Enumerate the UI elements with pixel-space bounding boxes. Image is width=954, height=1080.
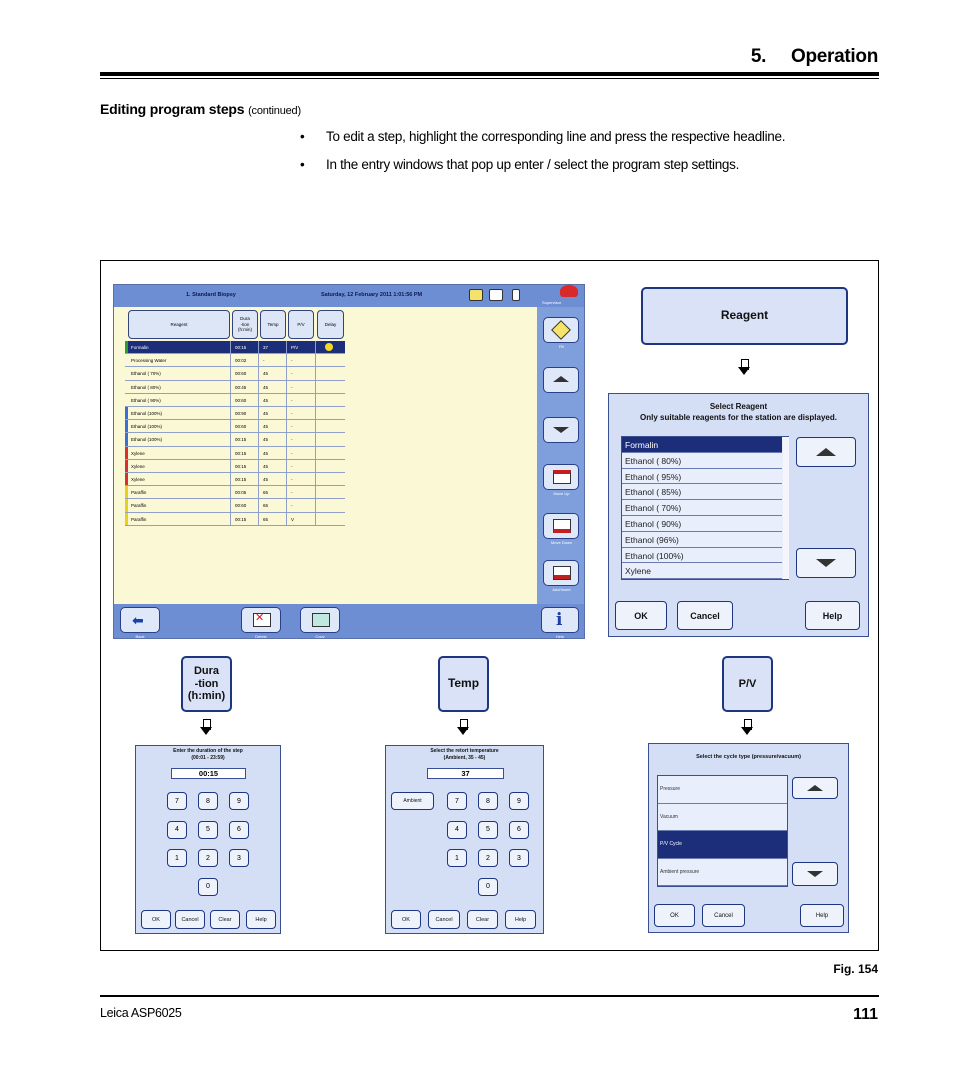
fill-button[interactable] xyxy=(543,317,579,343)
list-scroll-up-button[interactable] xyxy=(796,437,856,467)
help-button[interactable]: Help xyxy=(800,904,844,927)
memory-icon xyxy=(469,289,483,301)
arrow-up-icon xyxy=(816,448,836,456)
help-button[interactable]: Help xyxy=(805,601,860,630)
column-header-delay[interactable]: Delay xyxy=(317,310,344,339)
cell-temp: 45 xyxy=(263,424,269,430)
leica-logo-icon xyxy=(560,285,578,297)
program-editor-screen xyxy=(113,284,585,639)
table-row[interactable] xyxy=(125,407,345,420)
temperature-value-field[interactable]: 37 xyxy=(427,768,504,779)
copy-icon xyxy=(312,613,330,627)
cell-duration: 00:45 xyxy=(235,384,247,390)
delete-button[interactable]: ✕ xyxy=(241,607,281,633)
list-item[interactable]: Ethanol ( 70%) xyxy=(622,500,782,516)
screen-top-bar xyxy=(114,285,585,307)
list-item[interactable]: Ethanol ( 90%) xyxy=(622,516,782,532)
back-arrow-icon: ⬅ xyxy=(132,613,144,629)
cell-pv: - xyxy=(291,411,293,416)
down-arrow-icon xyxy=(456,719,470,737)
cell-reagent: Xylene xyxy=(131,463,145,469)
cell-temp: 45 xyxy=(263,411,269,416)
duration-dialog-title: Enter the duration of the step (00:01 - 23:59) xyxy=(173,748,243,761)
cell-duration: 00:15 xyxy=(235,516,247,522)
reagent-group-marker xyxy=(125,341,128,353)
cycle-type-dialog xyxy=(648,743,849,933)
cell-reagent: Paraffin xyxy=(131,516,147,522)
figure-caption: Fig. 154 xyxy=(833,962,878,976)
table-row[interactable] xyxy=(125,394,345,407)
keypad-key[interactable]: 5 xyxy=(478,821,498,839)
list-item[interactable]: Pressure xyxy=(658,776,787,804)
cell-reagent: Paraffin xyxy=(131,503,147,509)
arrow-up-icon xyxy=(553,376,569,382)
cell-duration: 00:15 xyxy=(235,477,247,482)
cell-reagent: Xylene xyxy=(131,450,145,456)
cycle-type-title: Select the cycle type (pressure/vacuum) xyxy=(696,754,801,760)
bullet-text: In the entry windows that pop up enter / select the program step settings. xyxy=(326,157,740,172)
cell-reagent: Ethanol ( 80%) xyxy=(131,384,161,390)
list-item[interactable]: Vacuum xyxy=(658,804,787,832)
help-button[interactable]: Help xyxy=(505,910,536,929)
reagent-group-marker xyxy=(125,354,128,366)
duration-value-field[interactable]: 00:15 xyxy=(171,768,246,779)
temperature-dialog xyxy=(385,745,544,934)
reagent-group-marker xyxy=(125,486,128,498)
cancel-button[interactable]: Cancel xyxy=(677,601,733,630)
page-number: 111 xyxy=(853,1006,878,1023)
cell-reagent: Ethanol (100%) xyxy=(131,437,163,443)
list-item[interactable]: Ethanol ( 85%) xyxy=(622,484,782,500)
table-row[interactable] xyxy=(125,367,345,380)
ok-button[interactable]: OK xyxy=(615,601,667,630)
subheading xyxy=(100,101,301,117)
keypad-key[interactable]: 7 xyxy=(167,792,187,810)
cell-reagent: Processing Water xyxy=(131,358,167,364)
temperature-dialog-title: Select the retort temperature (Ambient, 35 - 45) xyxy=(430,748,499,761)
cell-reagent: Ethanol (100%) xyxy=(131,411,163,416)
help-button[interactable] xyxy=(541,607,579,633)
subheading-note: (continued) xyxy=(248,105,301,117)
keypad-key[interactable]: 7 xyxy=(447,792,467,810)
list-item[interactable]: Ethanol (100%) xyxy=(622,548,782,564)
cancel-button[interactable]: Cancel xyxy=(702,904,745,927)
screen-sidebar xyxy=(537,307,585,621)
cell-duration: 00:15 xyxy=(235,345,247,350)
cell-pv: - xyxy=(291,384,293,390)
cell-reagent: Xylene xyxy=(131,477,145,482)
cell-reagent: Ethanol ( 90%) xyxy=(131,397,161,403)
cell-pv: - xyxy=(291,437,293,443)
list-scroll-up-button[interactable] xyxy=(792,777,838,799)
arrow-down-icon xyxy=(816,559,836,567)
header-rule-thin xyxy=(100,78,879,79)
duration-header-button[interactable]: Dura -tion (h:min) xyxy=(181,656,232,712)
list-item[interactable]: Ambient pressure xyxy=(658,859,787,887)
cell-temp: 65 xyxy=(263,516,269,522)
cell-pv: - xyxy=(291,490,293,496)
move-down-button[interactable] xyxy=(543,513,579,539)
cell-duration: 00:15 xyxy=(235,463,247,469)
program-title: 1. Standard Biopsy xyxy=(186,292,236,298)
cell-pv: - xyxy=(291,424,293,430)
clear-button[interactable]: Clear xyxy=(210,910,240,929)
cell-duration: 00:60 xyxy=(235,503,247,509)
reagent-group-marker xyxy=(125,513,128,525)
reagent-group-marker xyxy=(125,499,128,511)
reagent-group-marker xyxy=(125,447,128,459)
clear-button[interactable]: Clear xyxy=(467,910,498,929)
ok-button[interactable]: OK xyxy=(141,910,171,929)
cell-pv: - xyxy=(291,397,293,403)
cell-pv: - xyxy=(291,358,293,364)
cell-reagent: Paraffin xyxy=(131,490,147,496)
cell-duration: 00:15 xyxy=(235,450,247,456)
cell-pv: P/V xyxy=(291,345,299,350)
column-header-duration[interactable]: Dura -tion (h:min) xyxy=(232,310,258,339)
reagent-group-marker xyxy=(125,381,128,393)
table-row[interactable] xyxy=(125,447,345,460)
reagent-group-marker xyxy=(125,420,128,432)
move-up-icon xyxy=(553,470,571,484)
list-item[interactable]: Ethanol (96%) xyxy=(622,532,782,548)
table-row[interactable] xyxy=(125,341,345,354)
cell-duration: 00:60 xyxy=(235,371,247,377)
move-down-caption: Move Down xyxy=(550,540,573,545)
keypad-key[interactable]: 0 xyxy=(478,878,498,896)
footer-product: Leica ASP6025 xyxy=(100,1006,182,1020)
reagent-header-button[interactable]: Reagent xyxy=(641,287,848,345)
keypad-key[interactable]: 1 xyxy=(447,849,467,867)
table-row[interactable] xyxy=(125,499,345,512)
table-row[interactable] xyxy=(125,513,345,526)
cell-temp: - xyxy=(263,358,265,364)
keypad-key[interactable]: 4 xyxy=(447,821,467,839)
keypad-key[interactable]: 9 xyxy=(229,792,249,810)
keypad-key[interactable]: 4 xyxy=(167,821,187,839)
delete-caption: Delete xyxy=(255,634,267,639)
reagent-list xyxy=(621,436,789,580)
reagent-list-scrollbar[interactable] xyxy=(783,437,789,579)
cell-pv: - xyxy=(291,503,293,509)
cell-duration: 00:02 xyxy=(235,358,247,364)
table-row[interactable] xyxy=(125,433,345,446)
select-reagent-title: Select Reagent Only suitable reagents for the station are displayed. xyxy=(640,402,837,422)
cycle-type-list xyxy=(657,775,788,887)
back-caption: Back xyxy=(135,634,145,639)
table-row[interactable] xyxy=(125,460,345,473)
cell-pv: - xyxy=(291,450,293,456)
cell-duration: 00:05 xyxy=(235,490,247,496)
cell-pv: V xyxy=(291,516,295,522)
subheading-title: Editing program steps xyxy=(100,101,245,117)
scroll-up-button[interactable] xyxy=(543,367,579,393)
ok-button[interactable]: OK xyxy=(391,910,421,929)
table-row[interactable] xyxy=(125,381,345,394)
down-arrow-icon xyxy=(199,719,213,737)
down-arrow-icon xyxy=(737,359,751,377)
reagent-group-marker xyxy=(125,407,128,419)
ok-button[interactable]: OK xyxy=(654,904,695,927)
reagent-group-marker xyxy=(125,433,128,445)
cell-reagent: Ethanol ( 70%) xyxy=(131,371,161,377)
keypad-key[interactable]: 6 xyxy=(509,821,529,839)
keypad-key[interactable]: 0 xyxy=(198,878,218,896)
reagent-group-marker xyxy=(125,367,128,379)
move-up-caption: Move Up xyxy=(553,491,570,496)
cell-temp: 37 xyxy=(263,345,269,350)
keypad-key[interactable]: 8 xyxy=(198,792,218,810)
reagent-group-marker xyxy=(125,394,128,406)
move-up-button[interactable] xyxy=(543,464,579,490)
footer-rule xyxy=(100,995,879,997)
screen-icon xyxy=(489,289,503,301)
cell-temp: 45 xyxy=(263,371,269,377)
add-insert-icon xyxy=(553,566,571,580)
bullet-text: To edit a step, highlight the corresponding line and press the respective headline. xyxy=(326,129,786,144)
bullet-dot: • xyxy=(300,157,305,172)
move-down-icon xyxy=(553,519,571,533)
keypad-key[interactable]: 9 xyxy=(509,792,529,810)
duration-dialog xyxy=(135,745,281,934)
cell-temp: 45 xyxy=(263,477,269,482)
select-reagent-dialog xyxy=(608,393,869,637)
cell-temp: 45 xyxy=(263,450,269,456)
supervisor-label: Supervisor xyxy=(542,300,562,305)
arrow-down-icon xyxy=(807,871,823,877)
table-row[interactable] xyxy=(125,420,345,433)
column-header-pv[interactable]: P/V xyxy=(288,310,314,339)
keypad-key[interactable]: 8 xyxy=(478,792,498,810)
cell-duration: 00:60 xyxy=(235,424,247,430)
keypad-key[interactable]: 3 xyxy=(229,849,249,867)
cell-temp: 45 xyxy=(263,437,269,443)
cell-temp: 45 xyxy=(263,463,269,469)
arrow-down-icon xyxy=(553,427,569,433)
datetime-display: Saturday, 12 February 2011 1:01:56 PM xyxy=(321,292,423,298)
cell-reagent: Formalin xyxy=(131,345,149,350)
list-scroll-down-button[interactable] xyxy=(792,862,838,886)
cell-temp: 45 xyxy=(263,397,269,403)
column-header-temp[interactable]: Temp xyxy=(260,310,286,339)
add-insert-button[interactable] xyxy=(543,560,579,586)
delay-indicator-icon xyxy=(325,343,333,351)
screen-bottom-bar xyxy=(114,604,585,639)
list-item[interactable]: Formalin xyxy=(622,437,782,453)
list-item[interactable]: Xylene xyxy=(622,563,782,579)
table-row[interactable] xyxy=(125,473,345,486)
keypad-key[interactable]: 6 xyxy=(229,821,249,839)
copy-button[interactable] xyxy=(300,607,340,633)
cell-duration: 00:15 xyxy=(235,437,247,443)
cancel-button[interactable]: Cancel xyxy=(175,910,205,929)
keypad-key[interactable]: 5 xyxy=(198,821,218,839)
lock-icon xyxy=(512,289,520,301)
fill-caption: Fill xyxy=(558,344,565,349)
pv-header-button[interactable]: P/V xyxy=(722,656,773,712)
cell-temp: 65 xyxy=(263,490,269,496)
arrow-up-icon xyxy=(807,785,823,791)
list-item[interactable]: P/V Cycle xyxy=(658,831,787,859)
keypad-key[interactable]: 1 xyxy=(167,849,187,867)
section-title: 5. Operation xyxy=(750,46,878,67)
bullet-dot: • xyxy=(300,129,305,144)
cell-reagent: Ethanol (100%) xyxy=(131,424,163,430)
cell-pv: - xyxy=(291,463,293,469)
cell-duration: 00:60 xyxy=(235,397,247,403)
list-item[interactable]: Ethanol ( 95%) xyxy=(622,469,782,485)
cell-pv: - xyxy=(291,371,293,377)
fill-icon xyxy=(551,320,571,340)
reagent-group-marker xyxy=(125,473,128,485)
temp-header-button[interactable]: Temp xyxy=(438,656,489,712)
header-rule xyxy=(100,72,879,76)
scroll-down-button[interactable] xyxy=(543,417,579,443)
column-header-reagent[interactable]: Reagent xyxy=(128,310,230,339)
table-row[interactable] xyxy=(125,486,345,499)
help-button[interactable]: Help xyxy=(246,910,276,929)
keypad-key[interactable]: 2 xyxy=(478,849,498,867)
list-item[interactable]: Ethanol ( 80%) xyxy=(622,453,782,469)
keypad-key[interactable]: 2 xyxy=(198,849,218,867)
cell-temp: 45 xyxy=(263,384,269,390)
ambient-button[interactable]: Ambient xyxy=(391,792,434,810)
info-icon: i xyxy=(556,610,563,630)
cell-pv: - xyxy=(291,477,293,482)
list-scroll-down-button[interactable] xyxy=(796,548,856,578)
cancel-button[interactable]: Cancel xyxy=(428,910,460,929)
copy-caption: Copy xyxy=(315,634,325,639)
help-caption: Help xyxy=(555,634,565,639)
keypad-key[interactable]: 3 xyxy=(509,849,529,867)
table-row[interactable] xyxy=(125,354,345,367)
cell-duration: 00:90 xyxy=(235,411,247,416)
down-arrow-icon xyxy=(740,719,754,737)
reagent-group-marker xyxy=(125,460,128,472)
back-button[interactable] xyxy=(120,607,160,633)
add-insert-caption: Add/Insert xyxy=(552,587,571,592)
cell-temp: 65 xyxy=(263,503,269,509)
